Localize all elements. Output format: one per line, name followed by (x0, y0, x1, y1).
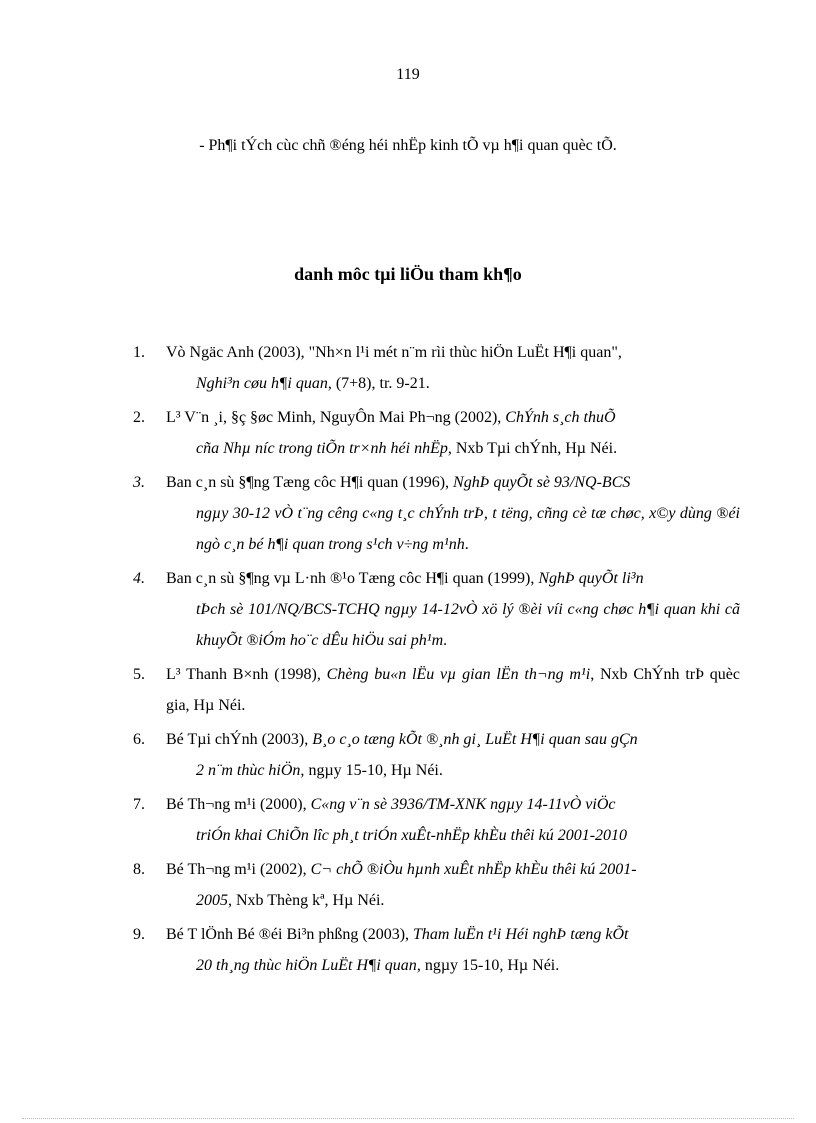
reference-text: . (464, 536, 469, 553)
reference-item (133, 402, 740, 464)
reference-text: , ngµy 15-10, Hµ Néi. (416, 957, 560, 974)
reference-title: C¬ chÕ ®iÒu hµnh xuÊt nhËp khÈu thêi kú 2001- (310, 861, 637, 878)
intro-line: - Ph¶i tÝch cùc chñ ®éng héi nhËp kinh tÕ vµ h¶i quan quèc tÕ. (199, 137, 617, 154)
reference-text: , (7+8), tr. 9-21. (327, 375, 430, 392)
reference-item (133, 563, 740, 656)
reference-title: Nghi³n cøu h¶i quan (196, 375, 328, 392)
reference-title: 2 n¨m thùc hiÖn, (196, 762, 305, 779)
reference-text: Bé Tµi chÝnh (2003), (166, 731, 313, 748)
reference-text: Ban c¸n sù §¶ng Tæng côc H¶i quan (1996), (166, 474, 454, 491)
reference-number: 1. (133, 344, 145, 361)
reference-title: ChÝnh s¸ch thuÕ (505, 409, 616, 426)
reference-item (133, 919, 740, 981)
reference-text: Bé T lÖnh Bé ®éi Bi³n phßng (2003), (166, 926, 414, 943)
reference-item (133, 337, 740, 399)
reference-text: Bé Th¬ng m¹i (2000), (166, 796, 311, 813)
reference-number: 7. (133, 796, 145, 813)
reference-number: 3. (133, 474, 145, 491)
reference-text: ngµy 15-10, Hµ Néi. (304, 762, 443, 779)
reference-title: Tham luËn t¹i Héi nghÞ tæng kÕt (413, 926, 629, 943)
reference-text: Bé Th¬ng m¹i (2002), (166, 861, 311, 878)
reference-text: , Nxb ChÝnh trÞ quèc gia, Hµ Néi. (166, 666, 741, 714)
reference-item (133, 789, 740, 851)
reference-title: B¸o c¸o tæng kÕt ®¸nh gi¸ LuËt H¶i quan sau gÇn (312, 731, 638, 748)
reference-number: 2. (133, 409, 145, 426)
reference-item (133, 854, 740, 916)
references-heading: danh môc tµi liÖu tham kh¶o (294, 264, 522, 284)
reference-number: 6. (133, 731, 145, 748)
reference-title: triÓn khai ChiÕn lîc ph¸t triÓn xuÊt-nhËp khÈu thêi kú 2001-2010 (196, 827, 628, 844)
reference-text: L³ V¨n ¸i, §ç §øc Minh, NguyÔn Mai Ph¬ng (2002), (166, 409, 506, 426)
reference-title: C«ng v¨n sè 3936/TM-XNK ngµy 14-11vÒ viÖc (310, 796, 616, 813)
page-number: 119 (396, 66, 420, 83)
reference-text: . (443, 632, 448, 649)
reference-number: 8. (133, 861, 145, 878)
reference-text: , Nxb Thèng kª, Hµ Néi. (228, 892, 385, 909)
reference-item (133, 467, 740, 560)
reference-title: tÞch sè 101/NQ/BCS-TCHQ ngµy 14-12vÒ xö lý ®èi víi c«ng chøc h¶i quan khi cã khuyÕt ®iÓm ho¨c dÊu hiÖu sai ph¹m (196, 601, 740, 649)
page-bottom-border (22, 1118, 794, 1119)
reference-title: cña Nhµ níc trong tiÕn tr×nh héi nhËp (196, 440, 448, 457)
reference-item (133, 659, 740, 721)
reference-text: Ban c¸n sù §¶ng vµ L·nh ®¹o Tæng côc H¶i quan (1999), (166, 570, 539, 587)
reference-text: Vò Ngäc Anh (2003), "Nh×n l¹i mét n¨m rìi thùc hiÖn LuËt H¶i quan", (166, 344, 622, 361)
reference-title: ngµy 30-12 vÒ t¨ng cêng c«ng t¸c chÝnh trÞ, t tëng, cñng cè tæ chøc, x©y dùng ®éi ngò c¸n bé h¶i quan trong s¹ch v÷ng m¹nh (196, 505, 740, 553)
reference-item (133, 724, 740, 786)
reference-text: L³ Thanh B×nh (1998), (166, 666, 327, 683)
references-list (133, 337, 740, 984)
reference-title: 2005 (196, 892, 228, 909)
reference-number: 5. (133, 666, 145, 683)
reference-title: 20 th¸ng thùc hiÖn LuËt H¶i quan (196, 957, 417, 974)
reference-title: NghÞ quyÕt sè 93/NQ-BCS (453, 474, 631, 491)
reference-title: NghÞ quyÕt li³n (538, 570, 644, 587)
reference-title: Chèng bu«n lËu vµ gian lËn th¬ng m¹i (326, 666, 591, 683)
reference-number: 9. (133, 926, 145, 943)
reference-text: , Nxb Tµi chÝnh, Hµ Néi. (447, 440, 618, 457)
reference-number: 4. (133, 570, 145, 587)
